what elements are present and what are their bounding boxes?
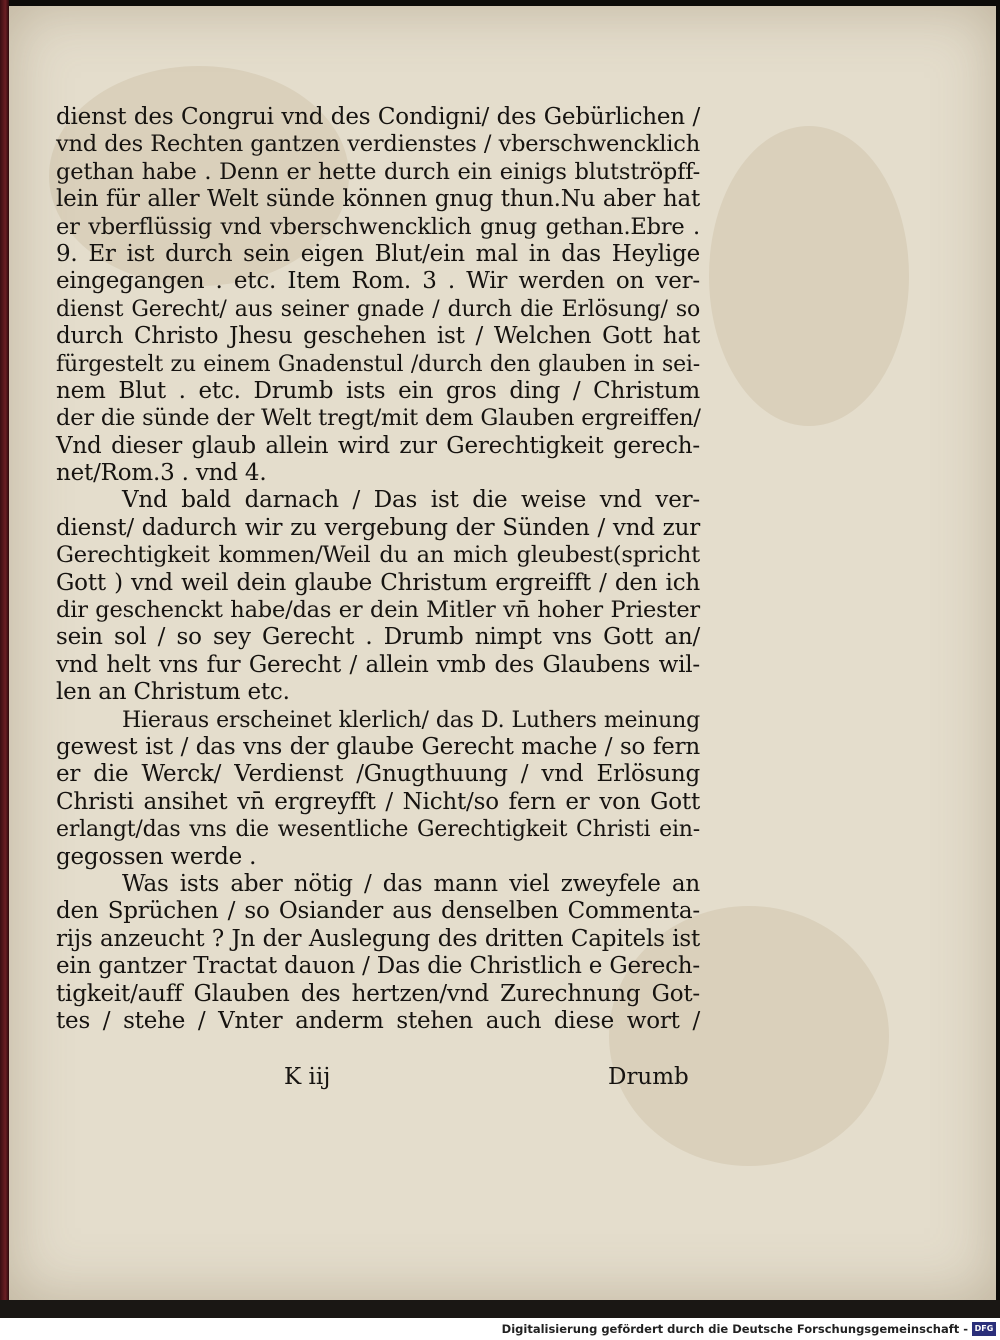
catchword: Drumb bbox=[608, 1064, 689, 1090]
paragraph-start-line: Vnd bald darnach / Das ist die weise vnd ver- bbox=[122, 487, 700, 514]
paper-stain bbox=[709, 126, 909, 426]
text-line: eingegangen . etc. Item Rom. 3 . Wir werden on ver- bbox=[56, 268, 700, 295]
text-line: er die Werck/ Verdienst /Gnugthuung / vnd Erlösung bbox=[56, 761, 700, 788]
text-line: net/Rom.3 . vnd 4. bbox=[56, 460, 267, 487]
text-line: 9. Er ist durch sein eigen Blut/ein mal in das Heylige bbox=[56, 240, 700, 267]
text-line: dienst/ dadurch wir zu vergebung der Sünden / vnd zur bbox=[56, 514, 700, 541]
text-line: nem Blut . etc. Drumb ists ein gros ding / Christum bbox=[56, 377, 700, 404]
signature-mark: K iij bbox=[284, 1064, 331, 1090]
text-line: den Sprüchen / so Osiander aus denselben Commenta- bbox=[56, 898, 700, 925]
text-line: der die sünde der Welt tregt/mit dem Glauben ergreiffen/ bbox=[56, 405, 701, 432]
text-line: lein für aller Welt sünde können gnug thun.Nu aber hat bbox=[56, 186, 700, 213]
text-line: gewest ist / das vns der glaube Gerecht mache / so fern bbox=[56, 733, 700, 760]
text-line: dienst Gerecht/ aus seiner gnade / durch die Erlösung/ so bbox=[56, 296, 700, 322]
binding-edge bbox=[0, 0, 9, 1318]
text-line: fürgestelt zu einem Gnadenstul /durch den glauben in sei- bbox=[56, 351, 700, 377]
text-line: Vnd dieser glaub allein wird zur Gerechtigkeit gerech- bbox=[56, 432, 700, 459]
text-line: dir geschenckt habe/das er dein Mitler vn̄ hoher Priester bbox=[56, 597, 700, 624]
text-line: vnd helt vns fur Gerecht / allein vmb des Glaubens wil- bbox=[56, 651, 700, 678]
scan-bottom-edge bbox=[0, 1300, 1000, 1318]
paragraph-start-line: Hieraus erscheinet klerlich/ das D. Luthers meinung bbox=[122, 707, 700, 733]
dfg-logo: DFG bbox=[972, 1322, 996, 1336]
body-text bbox=[56, 104, 700, 1035]
text-line: vnd des Rechten gantzen verdienstes / vberschwencklich bbox=[56, 131, 700, 158]
digitization-footer bbox=[0, 1318, 1000, 1340]
text-line: erlangt/das vns die wesentliche Gerechtigkeit Christi ein- bbox=[56, 817, 700, 843]
text-line: sein sol / so sey Gerecht . Drumb nimpt vns Gott an/ bbox=[56, 624, 700, 651]
text-line: rijs anzeucht ? Jn der Auslegung des dritten Capitels ist bbox=[56, 925, 700, 952]
text-line: Gerechtigkeit kommen/Weil du an mich gleubest(spricht bbox=[56, 542, 700, 569]
text-line: gethan habe . Denn er hette durch ein einigs blutströpff- bbox=[56, 158, 700, 185]
text-line: len an Christum etc. bbox=[56, 679, 290, 706]
text-line: ein gantzer Tractat dauon / Das die Christlich e Gerech- bbox=[56, 953, 700, 980]
text-line: gegossen werde . bbox=[56, 843, 257, 870]
funding-credit: Digitalisierung gefördert durch die Deutsche Forschungsgemeinschaft - bbox=[501, 1322, 968, 1336]
text-line: tigkeit/auff Glauben des hertzen/vnd Zurechnung Got- bbox=[56, 980, 700, 1007]
text-line: Gott ) vnd weil dein glaube Christum ergreifft / den ich bbox=[56, 569, 700, 596]
text-line: er vberflüssig vnd vberschwencklich gnug gethan.Ebre . bbox=[56, 213, 700, 240]
text-line: Christi ansihet vn̄ ergreyfft / Nicht/so fern er von Gott bbox=[56, 788, 700, 815]
text-line: durch Christo Jhesu geschehen ist / Welchen Gott hat bbox=[56, 323, 700, 350]
text-line: tes / stehe / Vnter anderm stehen auch diese wort / bbox=[56, 1007, 700, 1034]
text-line: dienst des Congrui vnd des Condigni/ des Gebürlichen / bbox=[56, 104, 700, 130]
paragraph-start-line: Was ists aber nötig / das mann viel zweyfele an bbox=[122, 870, 700, 897]
